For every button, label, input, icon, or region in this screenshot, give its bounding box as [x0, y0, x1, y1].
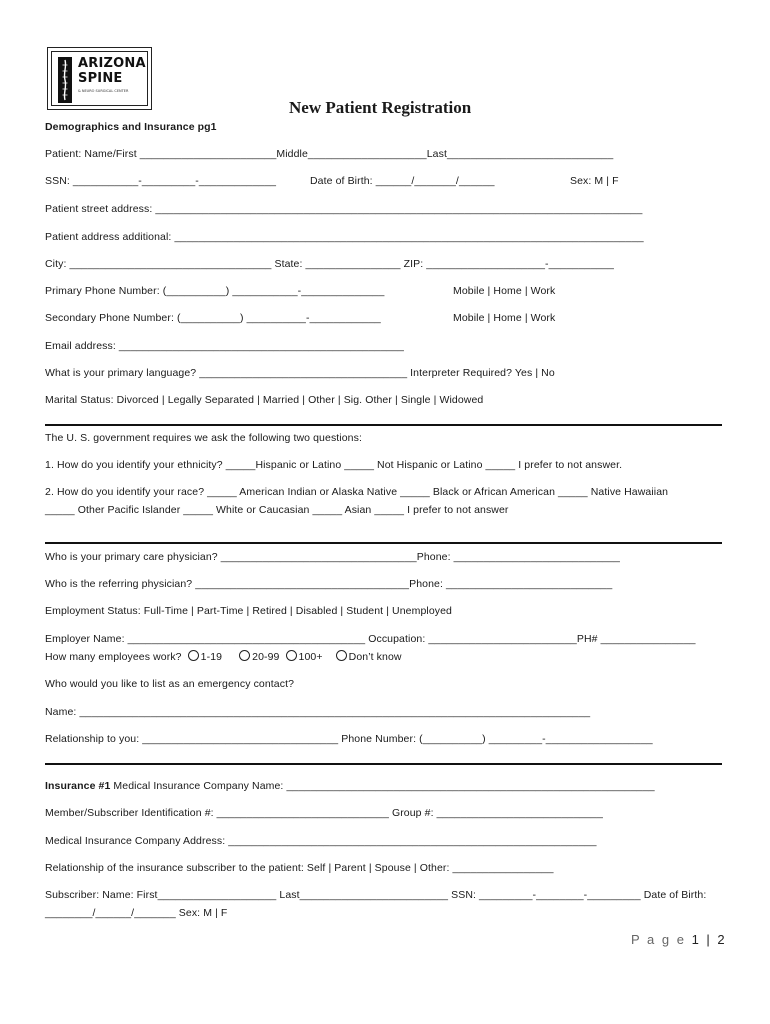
marital-status-field[interactable]: Marital Status: Divorced | Legally Separated | Married | Other | Sig. Other | Single | Widowed — [45, 394, 484, 406]
street-address-field[interactable]: Patient street address: __________________________________________________________________________________ — [45, 203, 643, 215]
option-100-plus-label: 100+ — [298, 651, 323, 663]
logo-tagline: & NEURO SURGICAL CENTER — [78, 89, 129, 93]
section-divider — [45, 763, 722, 765]
radio-20-99[interactable] — [239, 650, 250, 661]
insurance-company-field[interactable]: Medical Insurance Company Name: ______________________________________________________________ — [110, 780, 655, 792]
page-title: New Patient Registration — [289, 98, 472, 117]
primary-physician-field[interactable]: Who is your primary care physician? _________________________________Phone: ____________________________ — [45, 551, 620, 563]
employer-field[interactable]: Employer Name: ________________________________________ Occupation: _________________________PH# ________________ — [45, 633, 696, 645]
primary-phone-field[interactable]: Primary Phone Number: (__________) ___________-______________ — [45, 285, 385, 297]
section-divider — [45, 424, 722, 426]
ssn-field[interactable]: SSN: ___________-_________-_____________ — [45, 175, 277, 187]
sex-field[interactable]: Sex: M | F — [570, 175, 619, 187]
logo-name-line1: ARIZONA — [78, 56, 146, 71]
option-dont-know-label: Don’t know — [348, 651, 402, 663]
logo-name-line2: SPINE — [78, 71, 123, 86]
emergency-contact-question: Who would you like to list as an emergency contact? — [45, 678, 295, 690]
clinic-logo — [47, 47, 152, 110]
race-question-line1[interactable]: 2. How do you identify your race? _____ American Indian or Alaska Native _____ Black or African American _____ Native Hawaiian — [45, 486, 669, 498]
employees-question: How many employees work? — [45, 651, 182, 663]
subscriber-relationship-field[interactable]: Relationship of the insurance subscriber to the patient: Self | Parent | Spouse | Other: _________________ — [45, 862, 554, 874]
page-count: 1 | 2 — [691, 932, 727, 947]
page-number — [631, 932, 727, 947]
insurance-company-row[interactable] — [45, 780, 655, 792]
dob-field[interactable]: Date of Birth: ______/_______/______ — [310, 175, 495, 187]
page-word: P a g e — [631, 932, 686, 947]
address-additional-field[interactable]: Patient address additional: _______________________________________________________________________________ — [45, 231, 644, 243]
secondary-phone-type[interactable]: Mobile | Home | Work — [453, 312, 556, 324]
emergency-relationship-field[interactable]: Relationship to you: _________________________________ Phone Number: (__________) _________-__________________ — [45, 733, 653, 745]
spine-icon — [58, 57, 72, 103]
section-divider — [45, 542, 722, 544]
logo-frame — [51, 51, 148, 106]
option-1-19-label: 1-19 — [200, 651, 223, 663]
ethnicity-question[interactable]: 1. How do you identify your ethnicity? _____Hispanic or Latino _____ Not Hispanic or Latino _____ I prefer to not answer. — [45, 459, 623, 471]
subscriber-line1[interactable]: Subscriber: Name: First____________________ Last_________________________ SSN: _________-________-_________ Date of Birth: — [45, 889, 707, 901]
race-question-line2[interactable]: _____ Other Pacific Islander _____ White or Caucasian _____ Asian _____ I prefer to not answer — [45, 504, 509, 516]
section-heading: Demographics and Insurance pg1 — [45, 121, 217, 133]
employment-status-field[interactable]: Employment Status: Full-Time | Part-Time | Retired | Disabled | Student | Unemployed — [45, 605, 452, 617]
subscriber-line2[interactable]: ________/______/_______ Sex: M | F — [45, 907, 228, 919]
option-20-99-label: 20-99 — [252, 651, 280, 663]
city-state-zip-field[interactable]: City: __________________________________ State: ________________ ZIP: ____________________-___________ — [45, 258, 614, 270]
insurance-label: Insurance #1 — [45, 780, 111, 792]
primary-phone-type[interactable]: Mobile | Home | Work — [453, 285, 556, 297]
referring-physician-field[interactable]: Who is the referring physician? ____________________________________Phone: ____________________________ — [45, 578, 613, 590]
gov-notice: The U. S. government requires we ask the following two questions: — [45, 432, 362, 444]
email-field[interactable]: Email address: ________________________________________________ — [45, 340, 404, 352]
radio-100-plus[interactable] — [286, 650, 297, 661]
radio-1-19[interactable] — [188, 650, 199, 661]
secondary-phone-field[interactable]: Secondary Phone Number: (__________) __________-____________ — [45, 312, 381, 324]
emergency-name-field[interactable]: Name: ______________________________________________________________________________________ — [45, 706, 591, 718]
patient-name-field[interactable]: Patient: Name/First _______________________Middle____________________Last____________________________ — [45, 148, 614, 160]
member-id-field[interactable]: Member/Subscriber Identification #: _____________________________ Group #: ____________________________ — [45, 807, 603, 819]
insurance-address-field[interactable]: Medical Insurance Company Address: ______________________________________________________________ — [45, 835, 597, 847]
language-field[interactable]: What is your primary language? ___________________________________ Interpreter Required? Yes | No — [45, 367, 555, 379]
employees-count-row — [45, 650, 402, 663]
radio-dont-know[interactable] — [336, 650, 347, 661]
